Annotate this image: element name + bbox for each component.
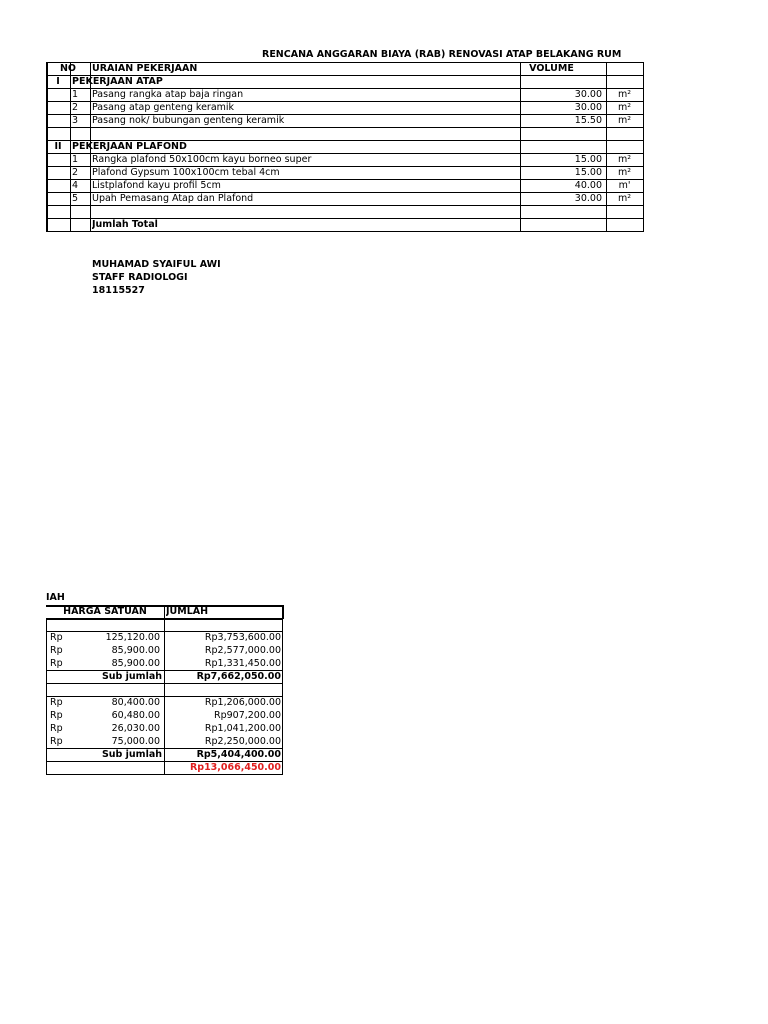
unit-price: 60,480.00 bbox=[111, 710, 160, 721]
item-description: Pasang rangka atap baja ringan bbox=[92, 89, 244, 100]
item-volume: 15.00 bbox=[574, 167, 602, 178]
item-description: Rangka plafond 50x100cm kayu borneo super bbox=[92, 154, 312, 165]
total-label: Jumlah Total bbox=[92, 219, 158, 230]
header-volume: VOLUME bbox=[529, 63, 574, 74]
item-description: Upah Pemasang Atap dan Plafond bbox=[92, 193, 254, 204]
item-unit: m² bbox=[617, 193, 632, 204]
item-unit: m² bbox=[617, 154, 632, 165]
section-title: PEKERJAAN PLAFOND bbox=[72, 141, 187, 152]
line-amount: Rp3,753,600.00 bbox=[204, 632, 281, 643]
item-description: Listplafond kayu profil 5cm bbox=[92, 180, 221, 191]
table-rule bbox=[46, 774, 283, 775]
currency-label: Rp bbox=[50, 723, 63, 734]
currency-label: Rp bbox=[50, 697, 63, 708]
table-rule bbox=[46, 683, 283, 684]
item-volume: 30.00 bbox=[574, 89, 602, 100]
item-unit: m² bbox=[617, 115, 632, 126]
grand-total-amount: Rp13,066,450.00 bbox=[189, 762, 281, 773]
item-description bbox=[92, 127, 520, 140]
item-number: 4 bbox=[72, 180, 79, 191]
subtotal-amount: Rp5,404,400.00 bbox=[196, 749, 281, 760]
signature-position: STAFF RADIOLOGI bbox=[92, 272, 188, 283]
signature-name: MUHAMAD SYAIFUL AWI bbox=[92, 259, 221, 270]
item-volume: 30.00 bbox=[574, 193, 602, 204]
table-rule bbox=[46, 618, 283, 619]
unit-price: 75,000.00 bbox=[111, 736, 160, 747]
currency-label: Rp bbox=[50, 658, 63, 669]
item-number bbox=[72, 127, 90, 140]
item-unit bbox=[606, 205, 643, 218]
item-unit: m² bbox=[617, 102, 632, 113]
currency-label: Rp bbox=[50, 710, 63, 721]
line-amount: Rp907,200.00 bbox=[213, 710, 281, 721]
page-title: RENCANA ANGGARAN BIAYA (RAB) RENOVASI ATAP BELAKANG RUM bbox=[262, 49, 622, 60]
item-volume: 30.00 bbox=[574, 102, 602, 113]
currency-label: Rp bbox=[50, 632, 63, 643]
unit-price: 26,030.00 bbox=[111, 723, 160, 734]
unit-price: 85,900.00 bbox=[111, 658, 160, 669]
item-number: 2 bbox=[72, 167, 79, 178]
item-unit: m² bbox=[617, 89, 632, 100]
table-rule bbox=[46, 231, 644, 232]
item-volume: 15.00 bbox=[574, 154, 602, 165]
item-number: 5 bbox=[72, 193, 79, 204]
subtotal-label: Sub jumlah bbox=[101, 671, 162, 682]
item-unit: m' bbox=[618, 180, 631, 191]
unit-price: 125,120.00 bbox=[105, 632, 160, 643]
item-number: 3 bbox=[72, 115, 79, 126]
item-description bbox=[92, 205, 520, 218]
header-no: NO bbox=[59, 63, 77, 74]
item-volume bbox=[520, 127, 602, 140]
item-number: 1 bbox=[72, 89, 79, 100]
item-volume: 15.50 bbox=[574, 115, 602, 126]
unit-price: 80,400.00 bbox=[111, 697, 160, 708]
line-amount: Rp2,250,000.00 bbox=[204, 736, 281, 747]
section-title: PEKERJAAN ATAP bbox=[72, 76, 163, 87]
item-number bbox=[72, 205, 90, 218]
table-column-rule bbox=[70, 62, 71, 232]
item-unit bbox=[606, 127, 643, 140]
section-number: I bbox=[56, 76, 60, 87]
table-column-rule bbox=[282, 605, 284, 619]
line-amount: Rp2,577,000.00 bbox=[204, 645, 281, 656]
item-number: 2 bbox=[72, 102, 79, 113]
header-harga-satuan: HARGA SATUAN bbox=[63, 606, 147, 617]
item-description: Pasang nok/ bubungan genteng keramik bbox=[92, 115, 285, 126]
item-description: Pasang atap genteng keramik bbox=[92, 102, 235, 113]
header-jumlah: JUMLAH bbox=[166, 606, 209, 617]
line-amount: Rp1,041,200.00 bbox=[204, 723, 281, 734]
header-uraian: URAIAN PEKERJAAN bbox=[92, 63, 198, 74]
item-volume: 40.00 bbox=[574, 180, 602, 191]
signature-id: 18115527 bbox=[92, 285, 145, 296]
currency-label: Rp bbox=[50, 645, 63, 656]
currency-label: Rp bbox=[50, 736, 63, 747]
subtotal-label: Sub jumlah bbox=[101, 749, 162, 760]
line-amount: Rp1,206,000.00 bbox=[204, 697, 281, 708]
subtotal-amount: Rp7,662,050.00 bbox=[196, 671, 281, 682]
unit-price: 85,900.00 bbox=[111, 645, 160, 656]
section-number: II bbox=[54, 141, 62, 152]
item-number: 1 bbox=[72, 154, 79, 165]
table-column-rule bbox=[643, 62, 644, 232]
item-description: Plafond Gypsum 100x100cm tebal 4cm bbox=[92, 167, 280, 178]
line-amount: Rp1,331,450.00 bbox=[204, 658, 281, 669]
item-unit: m² bbox=[617, 167, 632, 178]
item-volume bbox=[520, 205, 602, 218]
continued-title-fragment: IAH bbox=[46, 592, 65, 603]
